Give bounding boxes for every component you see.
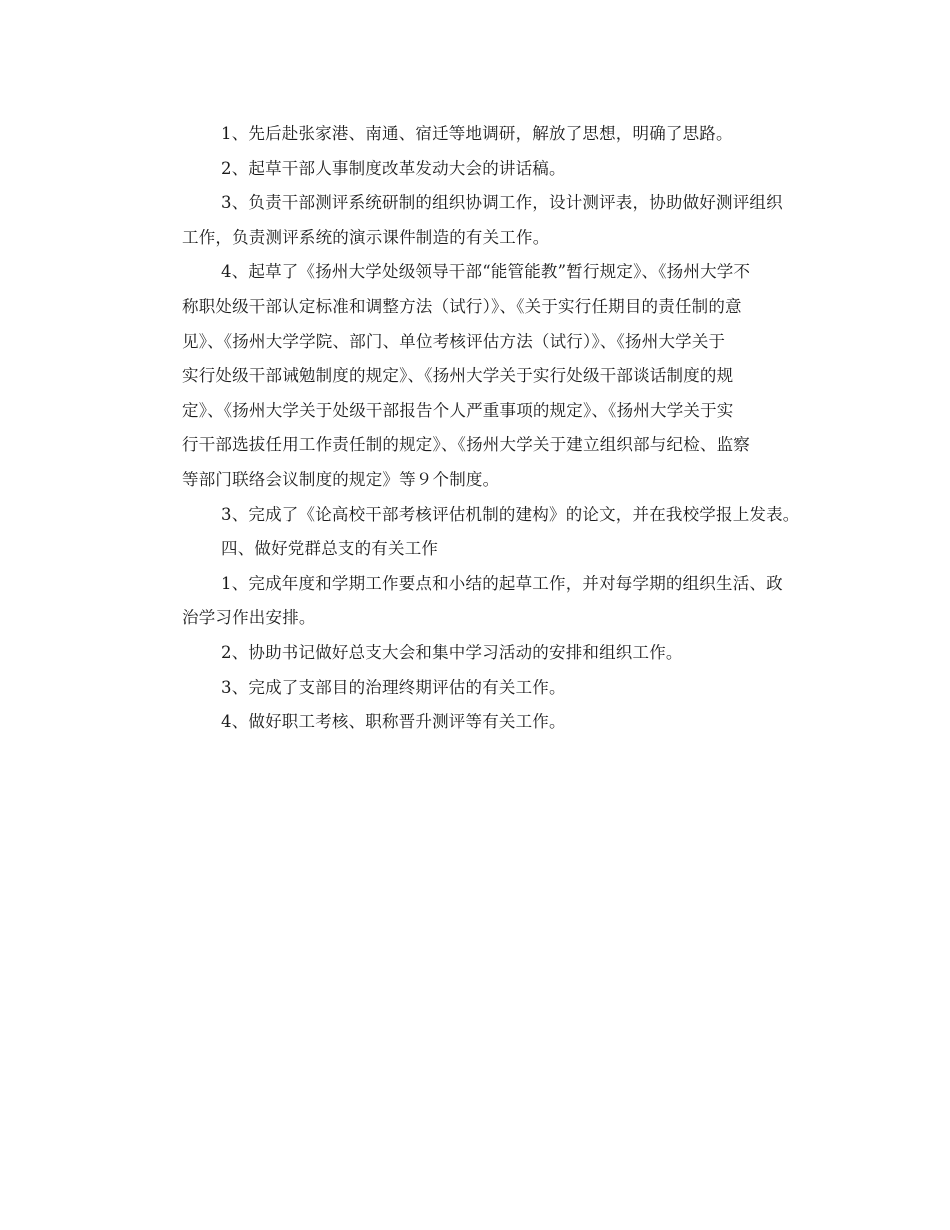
text-line: 2、协助书记做好总支大会和集中学习活动的安排和组织工作。 xyxy=(221,642,683,662)
text-line: 4、做好职工考核、职称晋升测评等有关工作。 xyxy=(221,712,566,732)
section-heading-party-work xyxy=(143,532,811,567)
text-line: 2、起草干部人事制度改革发动大会的讲话稿。 xyxy=(221,158,566,178)
text-line: 1、先后赴张家港、南通、宿迁等地调研，解放了思想，明确了思路。 xyxy=(221,124,733,143)
paragraph-assist-secretary xyxy=(143,636,811,671)
document-body xyxy=(143,117,811,740)
text-line: 等部门联络会议制度的规定》等９个制度。 xyxy=(182,469,500,489)
text-line: 4、起草了《扬州大学处级领导干部“能管能教”暂行规定》、《扬州大学不 xyxy=(221,262,751,282)
text-line: 工作，负责测评系统的演示课件制造的有关工作。 xyxy=(182,227,550,247)
text-line: 实行处级干部诫勉制度的规定》、《扬州大学关于实行处级干部谈话制度的规 xyxy=(182,366,734,386)
paragraph-research xyxy=(143,117,811,152)
text-line: 3、完成了《论高校干部考核评估机制的建构》的论文，并在我校学报上发表。 xyxy=(221,504,800,524)
paragraph-regulations xyxy=(143,255,811,497)
text-line: 3、负责干部测评系统研制的组织协调工作，设计测评表，协助做好测评组织 xyxy=(221,193,783,213)
paragraph-evaluation-system xyxy=(143,186,811,255)
text-line: 治学习作出安排。 xyxy=(182,608,316,628)
text-line: 3、完成了支部目的治理终期评估的有关工作。 xyxy=(221,677,566,697)
text-line: 定》、《扬州大学关于处级干部报告个人严重事项的规定》、《扬州大学关于实 xyxy=(182,400,734,420)
text-line: 1、完成年度和学期工作要点和小结的起草工作，并对每学期的组织生活、政 xyxy=(221,573,783,593)
text-line: 称职处级干部认定标准和调整方法（试行）》、《关于实行任期目的责任制的意 xyxy=(182,296,742,316)
text-line: 见》、《扬州大学学院、部门、单位考核评估方法（试行）》、《扬州大学关于 xyxy=(182,331,726,351)
paragraph-annual-plan xyxy=(143,567,811,636)
paragraph-thesis xyxy=(143,498,811,533)
paragraph-speech-draft xyxy=(143,152,811,187)
paragraph-staff-assessment xyxy=(143,705,811,740)
paragraph-branch-evaluation xyxy=(143,671,811,706)
section-heading: 四、做好党群总支的有关工作 xyxy=(221,539,439,559)
text-line: 行干部选拔任用工作责任制的规定》、《扬州大学关于建立组织部与纪检、监察 xyxy=(182,435,750,455)
